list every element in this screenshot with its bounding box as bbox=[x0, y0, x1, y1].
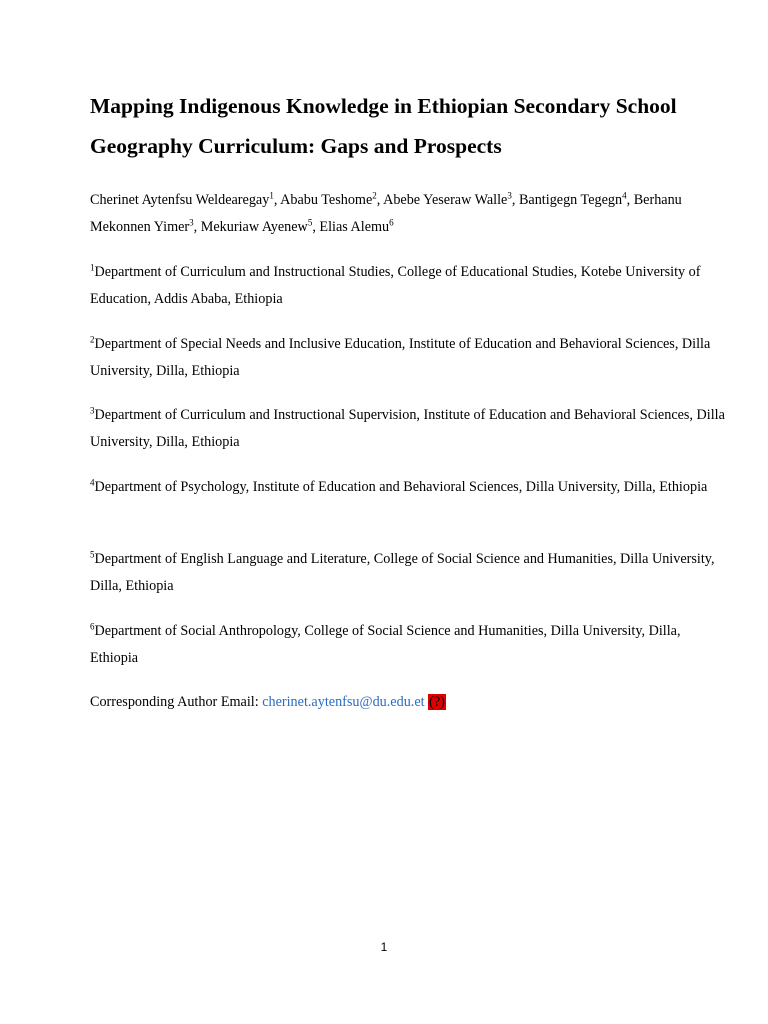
affiliation-sup: 4 bbox=[90, 477, 95, 488]
affiliation-text: Department of Psychology, Institute of Education and Behavioral Sciences, Dilla University, Dilla, Ethiopia bbox=[94, 479, 708, 495]
corresponding-email-link[interactable]: cherinet.aytenfsu@du.edu.et bbox=[262, 694, 425, 710]
affiliation-sup: 6 bbox=[90, 621, 95, 632]
author-list bbox=[90, 187, 730, 241]
author: Ababu Teshome$^2$, bbox=[280, 190, 384, 208]
author-affil-sup: 3 bbox=[507, 190, 512, 201]
author: Bantigegn Tegegn$^4$, bbox=[518, 190, 634, 208]
author: Abebe Yeseraw Walle$^3$, bbox=[383, 190, 519, 208]
affiliation-sup: 5 bbox=[90, 549, 95, 560]
author: Mekuriaw Ayenew$^5$, bbox=[200, 217, 320, 235]
affiliation-1 bbox=[90, 259, 730, 313]
paper-title: Mapping Indigenous Knowledge in Ethiopian Secondary School Geography Curriculum: Gaps and Prospects bbox=[90, 94, 677, 158]
affiliation-sup: 3 bbox=[90, 405, 95, 416]
author-affil-sup: 1 bbox=[269, 190, 274, 201]
corresponding-author bbox=[90, 689, 446, 715]
author: Berhanu Mekonnen Yimer$^3$, bbox=[90, 192, 682, 235]
affiliation-text: Department of Special Needs and Inclusive Education, Institute of Education and Behavioral Sciences, Dilla University, Dilla, Ethiopia bbox=[90, 336, 711, 379]
affiliation-text: Department of English Language and Literature, College of Social Science and Humanities, Dilla University, Dilla, Ethiopia bbox=[90, 551, 715, 594]
affiliation-text: Department of Social Anthropology, College of Social Science and Humanities, Dilla University, Dilla, Ethiopia bbox=[90, 623, 681, 666]
affiliation-5 bbox=[90, 546, 730, 600]
author: Cherinet Aytenfsu Weldearegay$^1$, bbox=[90, 190, 281, 208]
affiliation-6 bbox=[90, 618, 730, 672]
author-affil-sup: 4 bbox=[622, 190, 627, 201]
affiliation-sup: 2 bbox=[90, 334, 95, 345]
affiliation-3 bbox=[90, 402, 730, 456]
author: Elias Alemu$^6$ bbox=[319, 217, 394, 235]
affiliation-text: Department of Curriculum and Instructional Supervision, Institute of Education and Behavioral Sciences, Dilla University, Dilla, Ethiopia bbox=[90, 407, 725, 450]
affiliation-text: Department of Curriculum and Instructional Studies, College of Educational Studies, Kotebe University of Education, Addis Ababa, Ethiopia bbox=[90, 264, 701, 307]
broken-reference-flag: (?) bbox=[429, 694, 445, 710]
affiliation-4 bbox=[90, 474, 730, 501]
author-affil-sup: 5 bbox=[307, 217, 313, 228]
page-number: 1 bbox=[380, 940, 388, 954]
author-affil-sup: 6 bbox=[389, 217, 394, 228]
affiliation-2 bbox=[90, 331, 730, 385]
author-affil-sup: 2 bbox=[372, 190, 377, 201]
affiliation-sup: 1 bbox=[90, 262, 95, 273]
corresponding-label: Corresponding Author Email: bbox=[90, 694, 263, 710]
author-affil-sup: 3 bbox=[189, 217, 194, 228]
